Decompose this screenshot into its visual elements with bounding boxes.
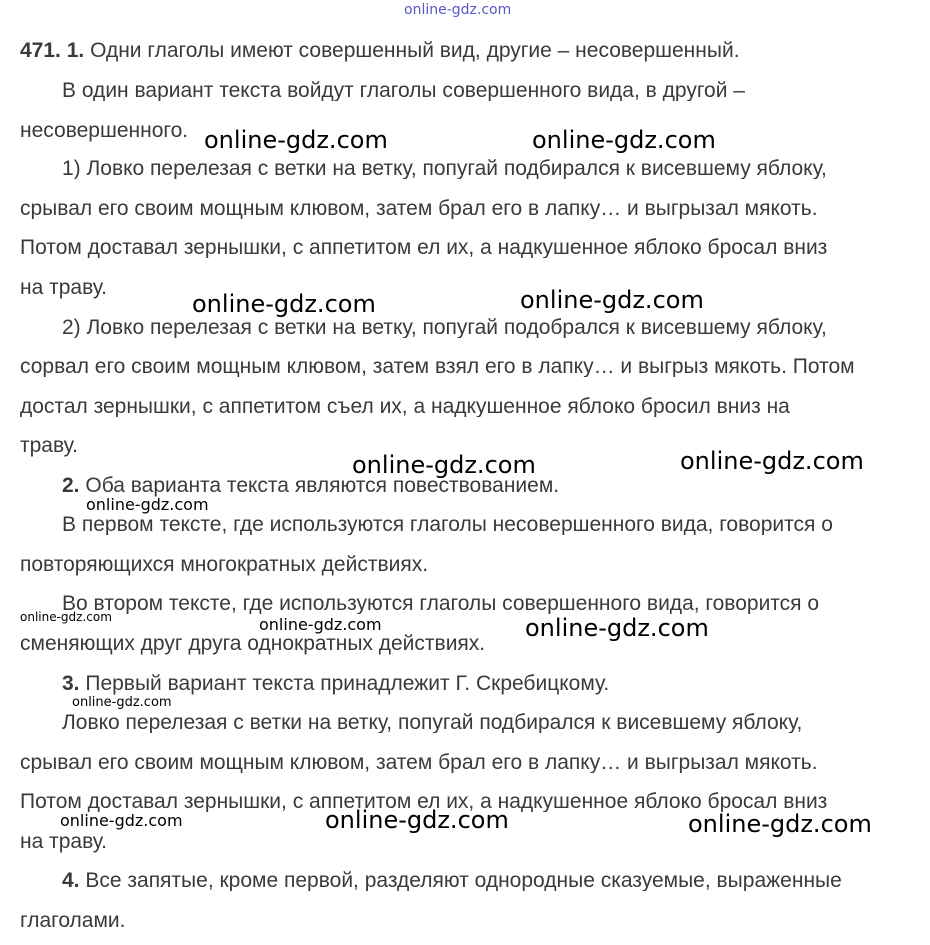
variant2-line-4: траву. (20, 434, 78, 457)
part3-line-2: срывал его своим мощным клювом, затем брал его в лапку… и выгрызал мякоть. (20, 752, 818, 773)
watermark: online-gdz.com (520, 286, 704, 314)
part2-number: 2. (62, 474, 80, 497)
part3-line-1: Ловко перелезая с ветки на ветку, попугай подбирался к висевшему яблоку, (62, 712, 803, 733)
variant1-line-3: Потом доставал зернышки, с аппетитом ел их, а надкушенное яблоко бросал вниз (20, 237, 828, 258)
part1-number: 1. (66, 39, 85, 62)
part3-line-3: Потом доставал зернышки, с аппетитом ел их, а надкушенное яблоко бросал вниз (20, 791, 828, 812)
part4-line-1 (62, 870, 913, 891)
intro-line-2: несовершенного. (20, 119, 189, 142)
watermark: online-gdz.com (86, 495, 209, 514)
part1-text: Одни глаголы имеют совершенный вид, другие – несовершенный. (90, 39, 740, 62)
watermark: online-gdz.com (525, 614, 709, 642)
watermark: online-gdz.com (20, 610, 112, 624)
task-heading-line (20, 40, 740, 61)
watermark: online-gdz.com (259, 615, 382, 634)
watermark: online-gdz.com (325, 806, 509, 834)
watermark: online-gdz.com (532, 126, 716, 154)
part4-line-2: глаголами. (20, 909, 126, 932)
part3-line-4: на траву. (20, 830, 108, 853)
part3-number: 3. (62, 672, 80, 695)
watermark: online-gdz.com (204, 126, 388, 154)
part3-heading-line (62, 673, 609, 694)
watermark: online-gdz.com (680, 447, 864, 475)
watermark: online-gdz.com (192, 290, 376, 318)
watermark: online-gdz.com (688, 810, 872, 838)
task-number: 471. (20, 39, 61, 62)
part4-text: Все запятые, кроме первой, разделяют однородные сказуемые, выраженные (85, 870, 842, 891)
watermark: online-gdz.com (60, 811, 183, 830)
variant2-line-1: 2) Ловко перелезая с ветки на ветку, попугай подобрался к висевшему яблоку, (62, 317, 827, 338)
variant1-line-2: срывал его своим мощным клювом, затем брал его в лапку… и выгрызал мякоть. (20, 198, 818, 219)
intro-line-1: В один вариант текста войдут глаголы совершенного вида, в другой – (62, 80, 745, 101)
watermark: online-gdz.com (352, 451, 536, 479)
part4-number: 4. (62, 870, 80, 891)
part2b-line-1: Во втором тексте, где используются глаголы совершенного вида, говорится о (62, 593, 820, 614)
part2a-line-1: В первом тексте, где используются глаголы несовершенного вида, говорится о (62, 514, 833, 535)
variant1-line-1: 1) Ловко перелезая с ветки на ветку, попугай подбирался к висевшему яблоку, (62, 158, 827, 179)
part2-text: Оба варианта текста являются повествованием. (85, 474, 560, 497)
watermark: online-gdz.com (72, 695, 172, 710)
variant1-line-4: на траву. (20, 276, 108, 299)
variant2-line-3: достал зернышки, с аппетитом съел их, а надкушенное яблоко бросил вниз на (20, 396, 790, 417)
variant2-line-2: сорвал его своим мощным клювом, затем взял его в лапку… и выгрыз мякоть. Потом (20, 356, 855, 377)
part3-text: Первый вариант текста принадлежит Г. Скребицкому. (85, 672, 610, 695)
part2b-line-2: сменяющих друг друга однократных действиях. (20, 632, 486, 655)
part2a-line-2: повторяющихся многократных действиях. (20, 553, 429, 576)
watermark-top: online-gdz.com (404, 2, 512, 18)
